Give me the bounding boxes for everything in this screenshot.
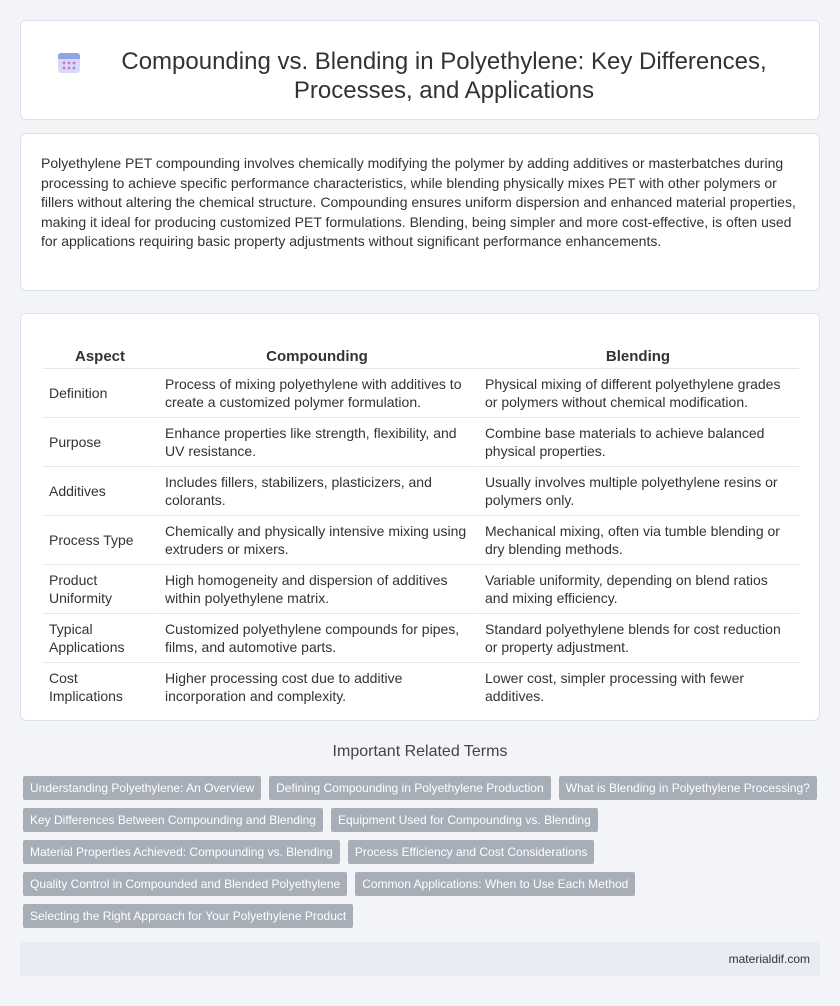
row-aspect: Cost Implications	[43, 662, 157, 711]
related-term-link[interactable]: Key Differences Between Compounding and Blending	[23, 808, 323, 832]
row-blending: Mechanical mixing, often via tumble blending or dry blending methods.	[477, 515, 799, 564]
row-compounding: Higher processing cost due to additive incorporation and complexity.	[157, 662, 477, 711]
row-aspect: Product Uniformity	[43, 564, 157, 613]
intro-paragraph: Polyethylene PET compounding involves chemically modifying the polymer by adding additives or masterbatches during processing to achieve specific performance characteristics, while blending physically mixes PET with other polymers or fillers without altering the chemical structure. Compounding ensures uniform dispersion and enhanced material properties, making it ideal for producing customized PET formulations. Blending, being simpler and more cost-effective, is often used for applications requiring basic property adjustments without significant performance enhancements.	[41, 155, 796, 250]
table-row	[43, 368, 799, 417]
related-term-link[interactable]: Process Efficiency and Cost Considerations	[348, 840, 595, 864]
row-blending: Combine base materials to achieve balanced physical properties.	[477, 417, 799, 466]
related-term-link[interactable]: What is Blending in Polyethylene Processing?	[559, 776, 817, 800]
page-title: Compounding vs. Blending in Polyethylene: Key Differences, Processes, and Applications	[121, 48, 767, 104]
row-compounding: Customized polyethylene compounds for pipes, films, and automotive parts.	[157, 613, 477, 662]
header-card	[20, 20, 820, 120]
related-term-link[interactable]: Material Properties Achieved: Compounding vs. Blending	[23, 840, 340, 864]
header-blending: Blending	[605, 347, 671, 365]
row-blending: Usually involves multiple polyethylene resins or polymers only.	[477, 466, 799, 515]
row-blending: Lower cost, simpler processing with fewer additives.	[477, 662, 799, 711]
row-aspect: Typical Applications	[43, 613, 157, 662]
row-compounding: Includes fillers, stabilizers, plasticizers, and colorants.	[157, 466, 477, 515]
related-term-link[interactable]: Understanding Polyethylene: An Overview	[23, 776, 261, 800]
table-row	[43, 613, 799, 662]
row-aspect: Purpose	[43, 417, 157, 466]
table-header-row	[43, 334, 799, 368]
row-blending: Standard polyethylene blends for cost reduction or property adjustment.	[477, 613, 799, 662]
related-term-link[interactable]: Quality Control in Compounded and Blended Polyethylene	[23, 872, 347, 896]
related-terms-list	[23, 776, 823, 928]
table-row	[43, 417, 799, 466]
related-terms-title: Important Related Terms	[332, 743, 508, 760]
calendar-icon	[56, 49, 82, 75]
comparison-table-card	[20, 313, 820, 721]
footer	[20, 942, 820, 976]
row-compounding: Chemically and physically intensive mixing using extruders or mixers.	[157, 515, 477, 564]
row-aspect: Definition	[43, 368, 157, 417]
related-term-link[interactable]: Defining Compounding in Polyethylene Production	[269, 776, 551, 800]
table-row	[43, 564, 799, 613]
row-compounding: Enhance properties like strength, flexibility, and UV resistance.	[157, 417, 477, 466]
related-term-link[interactable]: Common Applications: When to Use Each Method	[355, 872, 635, 896]
related-term-link[interactable]: Selecting the Right Approach for Your Polyethylene Product	[23, 904, 353, 928]
header-aspect: Aspect	[74, 347, 126, 365]
row-blending: Variable uniformity, depending on blend ratios and mixing efficiency.	[477, 564, 799, 613]
table-row	[43, 515, 799, 564]
row-compounding: High homogeneity and dispersion of additives within polyethylene matrix.	[157, 564, 477, 613]
table-row	[43, 662, 799, 711]
related-term-link[interactable]: Equipment Used for Compounding vs. Blending	[331, 808, 598, 832]
row-aspect: Process Type	[43, 515, 157, 564]
row-aspect: Additives	[43, 466, 157, 515]
footer-site-name[interactable]: materialdif.com	[728, 952, 810, 966]
table-row	[43, 466, 799, 515]
row-compounding: Process of mixing polyethylene with additives to create a customized polymer formulation.	[157, 368, 477, 417]
row-blending: Physical mixing of different polyethylene grades or polymers without chemical modification.	[477, 368, 799, 417]
intro-card	[20, 133, 820, 291]
comparison-table	[43, 334, 799, 711]
header-compounding: Compounding	[266, 347, 368, 365]
